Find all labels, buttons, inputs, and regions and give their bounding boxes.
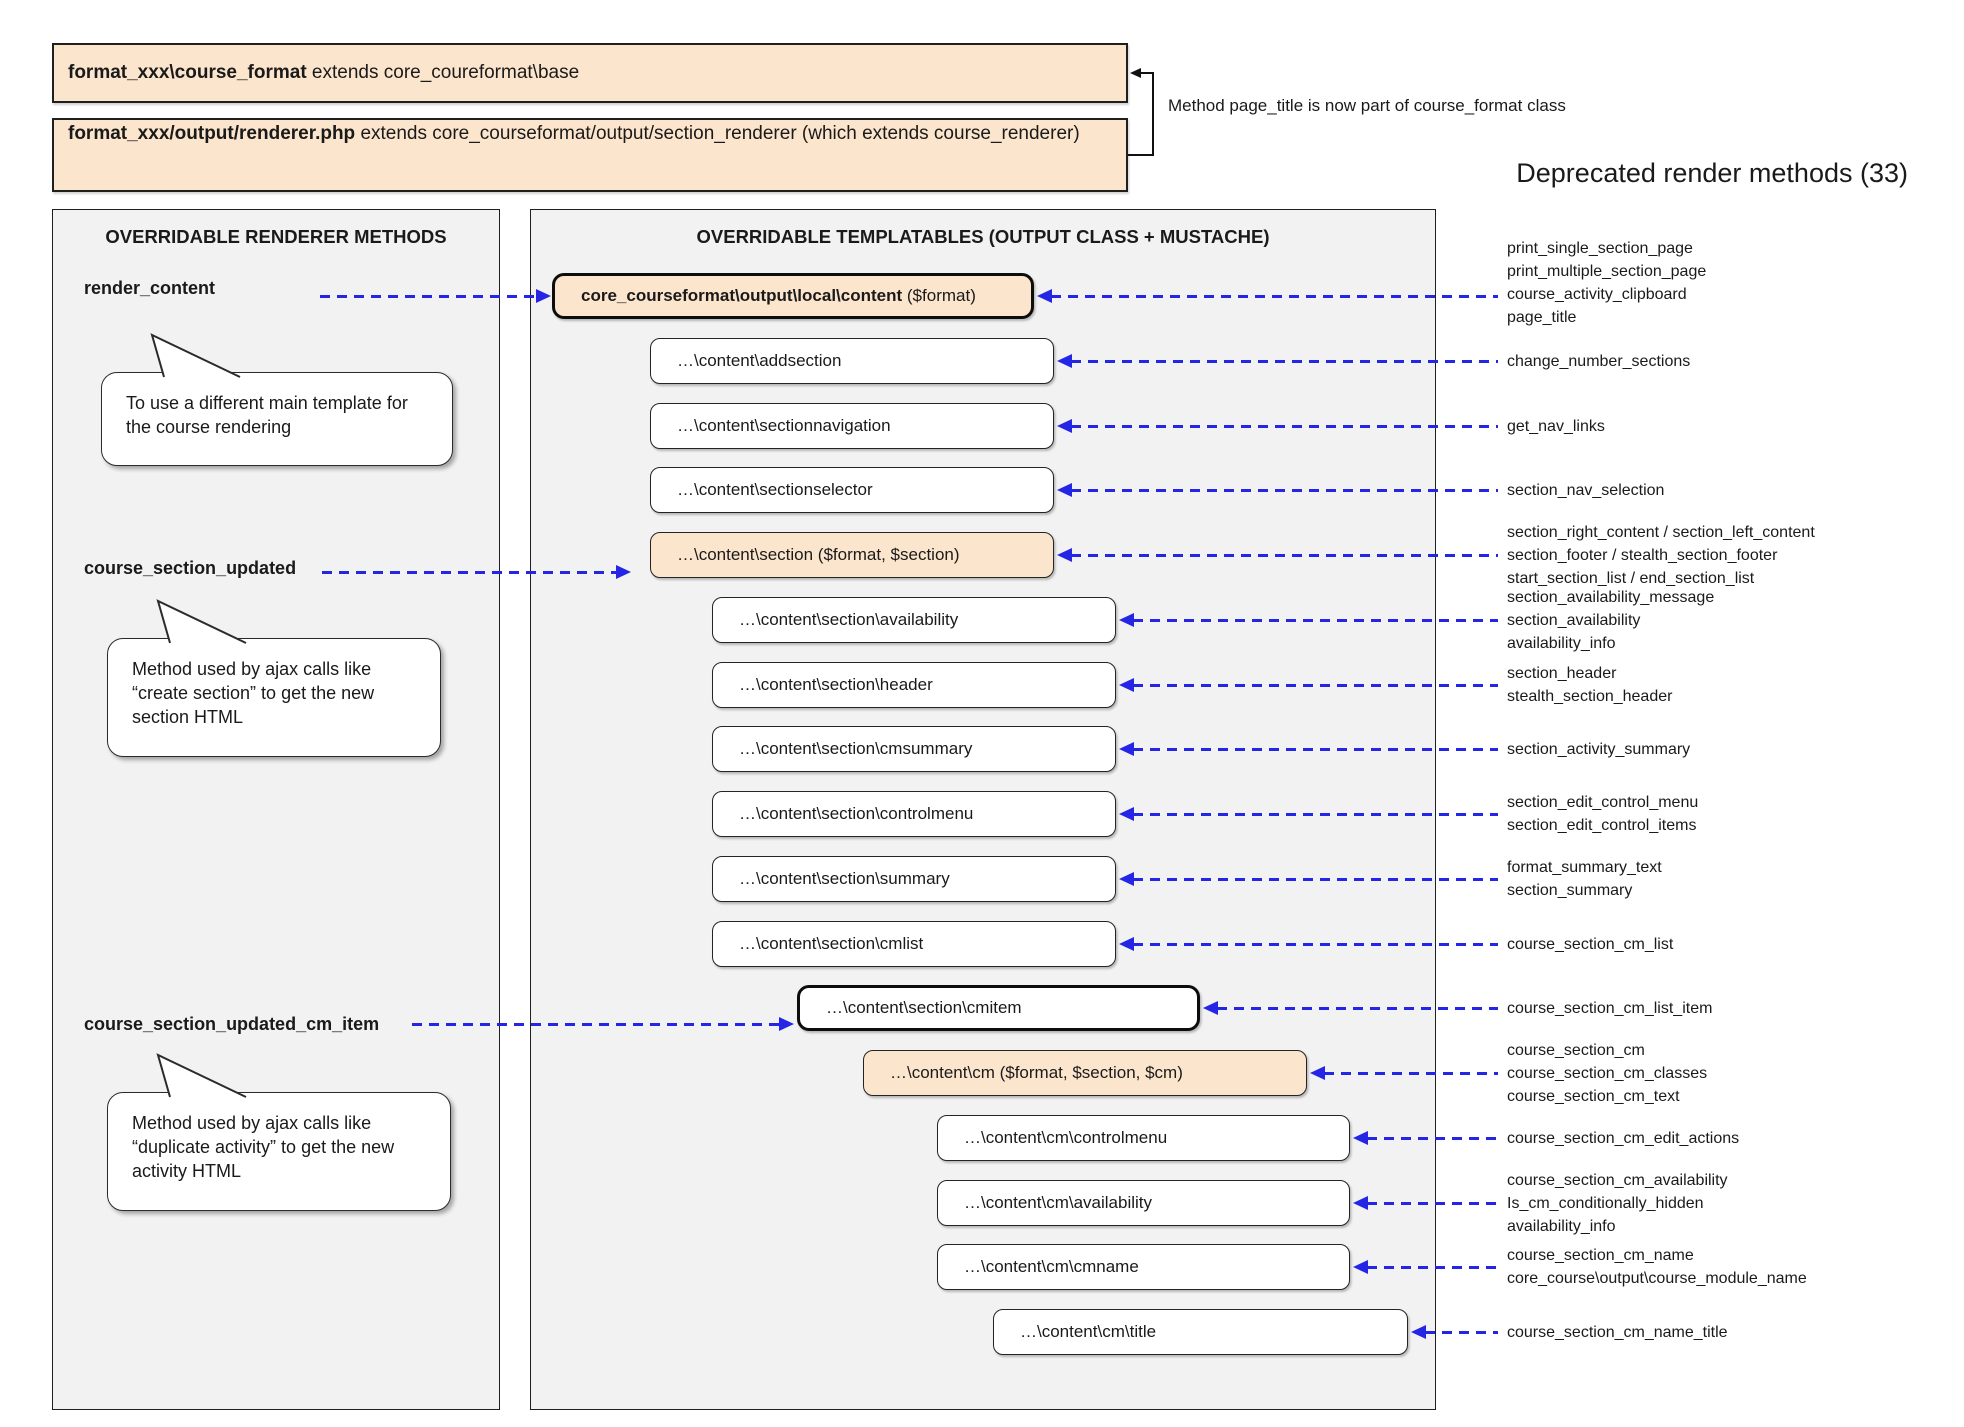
bubble-tail-icon [156,597,256,643]
deprecated-group-content [1507,237,1706,329]
arrow-course-section-updated-cm-item-to-cmitem [412,1023,780,1026]
templatable-box-label: …\content\section\availability [739,610,959,629]
deprecated-group-cm-cmname [1507,1244,1807,1290]
templatable-box-label: …\content\cm\controlmenu [964,1128,1168,1147]
arrow-to-cm-cmname [1367,1266,1498,1269]
deprecated-group-section-cmlist [1507,933,1673,956]
deprecated-method: change_number_sections [1507,353,1691,370]
note-bubble-text: Method used by ajax calls like “create section” to get the new section HTML [132,659,375,727]
course-format-class-text: format_xxx\course_format extends core_coureformat\base [68,61,580,83]
deprecated-method: availability_info [1507,1218,1616,1235]
arrow-to-section-header [1133,684,1498,687]
deprecated-method: availability_info [1507,635,1616,652]
deprecated-methods-title: Deprecated render methods (33) [1516,158,1908,188]
arrow-to-cm-title [1425,1331,1498,1334]
templatable-box-label: …\content\section ($format, $section) [677,545,960,564]
arrow-to-cm [1324,1072,1498,1075]
deprecated-method: get_nav_links [1507,418,1605,435]
method-course-section-updated-cm-item: course_section_updated_cm_item [84,1014,380,1034]
method-render-content: render_content [84,278,216,298]
deprecated-group-section-header [1507,662,1672,708]
deprecated-method: course_section_cm [1507,1042,1645,1059]
templatable-box-label: …\content\section\summary [739,869,950,888]
note-bubble-text: Method used by ajax calls like “duplicate activity” to get the new activity HTML [132,1113,395,1181]
deprecated-method: section_summary [1507,882,1633,899]
arrow-to-cm-controlmenu [1367,1137,1498,1140]
arrow-course-section-updated-to-section [322,571,617,574]
templatable-box-cm-availability [937,1180,1350,1226]
renderer-class-text: format_xxx/output/renderer.php extends core_courseformat/output/section_renderer (which extends course_renderer) [68,123,1080,144]
arrow-to-section-cmitem [1217,1007,1498,1010]
deprecated-method: section_header [1507,665,1617,682]
arrow-to-section-summary [1133,878,1498,881]
deprecated-group-sectionselector [1507,479,1664,502]
deprecated-method: core_course\output\course_module_name [1507,1270,1807,1287]
renderer-methods-panel-title: OVERRIDABLE RENDERER METHODS [105,226,447,247]
templatable-box-section [650,532,1054,578]
bracket-note: Method page_title is now part of course_format class [1168,96,1566,115]
deprecated-group-section-availability [1507,586,1714,655]
templatable-box-label: …\content\cm\cmname [964,1257,1139,1276]
arrow-to-cm-availability [1367,1202,1498,1205]
deprecated-method: print_multiple_section_page [1507,263,1707,280]
deprecated-group-cm-title [1507,1321,1728,1344]
templatable-box-label: …\content\sectionnavigation [677,416,891,435]
deprecated-group-section-summary [1507,856,1662,902]
templatable-box-section-summary [712,856,1116,902]
deprecated-group-section [1507,521,1815,590]
deprecated-method: course_section_cm_availability [1507,1172,1728,1189]
deprecated-method: course_section_cm_list_item [1507,1000,1713,1017]
deprecated-method: format_summary_text [1507,859,1662,876]
templatable-box-label: …\content\section\controlmenu [739,804,974,823]
templatable-box-section-controlmenu [712,791,1116,837]
deprecated-group-addsection [1507,350,1690,373]
templatable-box-label: …\content\section\cmlist [739,934,924,953]
deprecated-method: course_section_cm_name [1507,1247,1694,1264]
bubble-tail-icon [150,331,250,377]
templatable-box-sectionselector [650,467,1054,513]
deprecated-method: section_footer / stealth_section_footer [1507,547,1778,564]
arrow-to-section-cmsummary [1133,748,1498,751]
note-bubble-course-section-updated-cm-item [107,1092,451,1211]
templatable-box-section-cmlist [712,921,1116,967]
deprecated-method: Is_cm_conditionally_hidden [1507,1195,1704,1212]
arrow-render-content-to-content [320,295,537,298]
templatable-box-addsection [650,338,1054,384]
deprecated-group-cm [1507,1039,1707,1108]
bubble-tail-icon [156,1051,256,1097]
deprecated-group-section-cmitem [1507,997,1712,1020]
deprecated-method: section_edit_control_items [1507,817,1697,834]
deprecated-method: stealth_section_header [1507,688,1673,705]
templatable-box-label: …\content\addsection [677,351,842,370]
deprecated-method: section_availability [1507,612,1641,629]
templatable-box-label: …\content\section\cmitem [826,998,1022,1017]
deprecated-method: course_section_cm_list [1507,936,1674,953]
renderer-class-box [52,118,1128,192]
arrow-to-section-cmlist [1133,943,1498,946]
templatable-box-label: …\content\sectionselector [677,480,873,499]
arrow-to-addsection [1071,360,1498,363]
templatable-box-cm-controlmenu [937,1115,1350,1161]
deprecated-method: course_section_cm_text [1507,1088,1680,1105]
templatable-box-content [552,273,1034,319]
deprecated-method: print_single_section_page [1507,240,1693,257]
note-bubble-course-section-updated [107,638,441,757]
deprecated-group-cm-availability [1507,1169,1728,1238]
deprecated-method: section_activity_summary [1507,741,1691,758]
deprecated-method: course_activity_clipboard [1507,286,1687,303]
note-bubble-text: To use a different main template for the course rendering [126,393,408,437]
deprecated-method: section_nav_selection [1507,482,1665,499]
deprecated-method: course_section_cm_classes [1507,1065,1708,1082]
arrow-to-section [1071,554,1498,557]
templatable-box-section-cmitem [797,985,1200,1031]
templatable-box-section-header [712,662,1116,708]
bracket-line [1128,154,1154,156]
note-bubble-render-content [101,372,453,466]
templatable-box-label: …\content\section\header [739,675,933,694]
deprecated-method: page_title [1507,309,1577,326]
deprecated-method: course_section_cm_name_title [1507,1324,1728,1341]
arrow-to-section-controlmenu [1133,813,1498,816]
arrow-to-content [1051,295,1498,298]
templatable-box-section-cmsummary [712,726,1116,772]
templatable-box-cm-cmname [937,1244,1350,1290]
course-format-class-box [52,43,1128,103]
deprecated-group-section-controlmenu [1507,791,1698,837]
templatable-box-cm-title [993,1309,1408,1355]
deprecated-method: section_right_content / section_left_content [1507,524,1815,541]
deprecated-method: course_section_cm_edit_actions [1507,1130,1740,1147]
arrow-to-sectionnavigation [1071,425,1498,428]
templatable-box-label: …\content\cm\title [1020,1322,1157,1341]
arrow-to-section-availability [1133,619,1498,622]
templatable-box-label: …\content\section\cmsummary [739,739,973,758]
templatable-box-section-availability [712,597,1116,643]
deprecated-method: start_section_list / end_section_list [1507,570,1755,587]
deprecated-group-cm-controlmenu [1507,1127,1739,1150]
templatable-box-cm [863,1050,1307,1096]
templatables-panel-title: OVERRIDABLE TEMPLATABLES (OUTPUT CLASS + MUSTACHE) [696,226,1270,247]
arrow-to-sectionselector [1071,489,1498,492]
deprecated-method: section_edit_control_menu [1507,794,1699,811]
templatable-box-sectionnavigation [650,403,1054,449]
deprecated-group-section-cmsummary [1507,738,1690,761]
deprecated-group-sectionnavigation [1507,415,1605,438]
deprecated-method: section_availability_message [1507,589,1715,606]
templatable-box-label: …\content\cm\availability [964,1193,1153,1212]
templatable-box-label: …\content\cm ($format, $section, $cm) [890,1063,1183,1082]
bracket-line [1152,72,1154,156]
method-course-section-updated: course_section_updated [84,558,297,578]
templatable-box-label: core_courseformat\output\local\content ($format) [581,286,976,305]
